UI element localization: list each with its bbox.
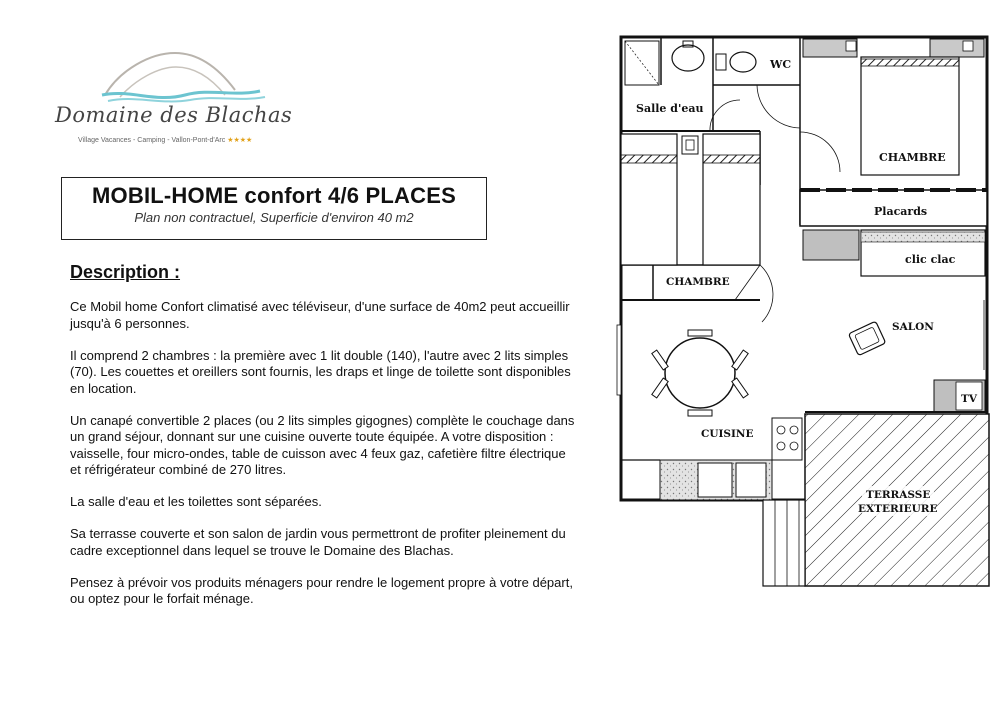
floor-plan-drawing — [612, 30, 1000, 590]
placards-label: Placards — [874, 205, 928, 218]
salon-label: SALON — [892, 321, 934, 333]
terrasse-label-2: EXTERIEURE — [858, 503, 938, 515]
salle-eau-label: Salle d'eau — [636, 102, 704, 115]
logo-tagline — [78, 136, 308, 144]
title-box — [61, 177, 487, 240]
description-paragraph: Pensez à prévoir vos produits ménagers pour rendre le logement propre à votre départ, ou optez pour le forfait ménage. — [70, 574, 573, 606]
description-paragraph: La salle d'eau et les toilettes sont séparées. — [70, 494, 322, 509]
description-paragraph: Ce Mobil home Confort climatisé avec téléviseur, d'une surface de 40m2 peut accueillir jusqu'à 6 personnes. — [70, 299, 570, 331]
tv-label: TV — [961, 393, 977, 405]
terrasse-label-1: TERRASSE — [866, 489, 931, 501]
chambre-2-label: CHAMBRE — [666, 276, 730, 288]
description-paragraph: Un canapé convertible 2 places (ou 2 lits simples gigognes) complète le couchage dans un grand séjour, donnant sur une cuisine ouverte toute équipée. A votre disposition : vaisselle, four micro-ondes, table de cuisson avec 4 feux gaz, cafetière filtre électrique et réfrigérateur combiné de 270 litres. — [70, 412, 575, 477]
description-heading: Description : — [70, 262, 181, 282]
cuisine-label: CUISINE — [701, 428, 754, 440]
page-subtitle: Plan non contractuel, Superficie d'environ 40 m2 — [134, 210, 414, 225]
description-section — [70, 262, 580, 623]
logo-stars: ★★★★ — [227, 137, 253, 144]
chambre-1-label: CHAMBRE — [879, 151, 946, 164]
logo-tagline-text: Village Vacances - Camping - Vallon-Pont-d'Arc — [78, 137, 226, 144]
clic-clac-label: clic clac — [905, 253, 956, 266]
logo-graphic — [50, 45, 300, 105]
logo-name: Domaine des Blachas — [55, 103, 293, 127]
description-paragraph: Il comprend 2 chambres : la première avec 1 lit double (140), l'autre avec 2 lits simples (70). Les couettes et oreillers sont fournis, les draps et linge de toilette sont disponibles en location. — [70, 347, 571, 396]
wc-label: WC — [770, 58, 792, 71]
page-title: MOBIL-HOME confort 4/6 PLACES — [92, 183, 456, 208]
armchair-icon — [848, 321, 885, 355]
floor-plan — [612, 30, 1000, 590]
description-paragraph: Sa terrasse couverte et son salon de jardin vous permettront de profiter pleinement du cadre exceptionnel dans lequel se trouve le Domaine des Blachas. — [70, 526, 566, 558]
